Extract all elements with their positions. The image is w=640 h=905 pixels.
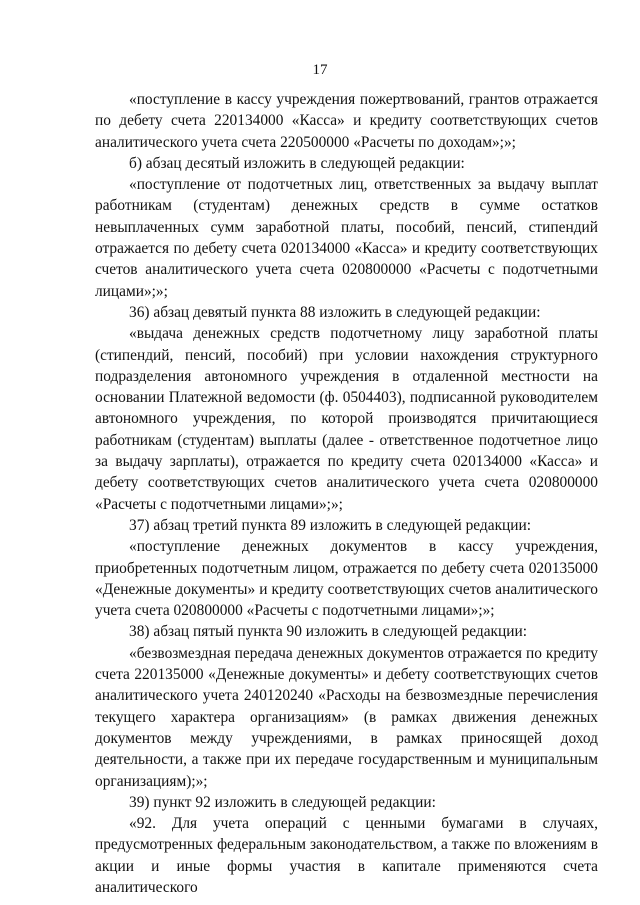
paragraph: «поступление в кассу учреждения пожертвований, грантов отражается по дебету счета 220134000 «Касса» и кредиту соответствующих счетов аналитического учета счета 220500000 «Расчеты по доходам»;»; [95,91,598,151]
paragraph: 39) пункт 92 изложить в следующей редакции: [129,793,436,811]
paragraph: «выдача денежных средств подотчетному лицу заработной платы (стипендий, пенсий, пособий) при условии нахождения структурного подразделения автономного учреждения в отдаленной местности на основании Платежной ведомости (ф. 0504403), подписанной руководителем автономного учреждения, по которой производятся причитающиеся работникам (студентам) выплаты (далее - ответственное подотчетное лицо за выдачу зарплаты), отражается по кредиту счета 020134000 «Касса» и дебету соответствующих счетов аналитического учета счета 020800000 «Расчеты с подотчетными лицами»;»; [95,325,598,513]
paragraph: 36) абзац девятый пункта 88 изложить в следующей редакции: [129,303,541,321]
paragraph: «поступление денежных документов в кассу учреждения, приобретенных подотчетным лицом, отражается по дебету счета 020135000 «Денежные документы» и кредиту соответствующих счетов аналитического учета счета 020800000 «Расчеты с подотчетными лицами»;»; [95,538,598,620]
page-number: 17 [312,62,328,78]
paragraph: «92. Для учета операций с ценными бумагами в случаях, предусмотренных федеральным законодательством, а также по вложениям в акции и иные формы участия в капитале применяются счета аналитического [95,815,598,896]
paragraph: 37) абзац третий пункта 89 изложить в следующей редакции: [129,516,532,534]
paragraph: 38) абзац пятый пункта 90 изложить в следующей редакции: [129,623,528,641]
paragraph: б) абзац десятый изложить в следующей редакции: [129,154,465,172]
paragraph: «безвозмездная передача денежных документов отражается по кредиту счета 220135000 «Денежные документы» и дебету соответствующих счетов аналитического учета 240120240 «Расходы на безвозмездные перечисления текущего характера организациям» (в рамках движения денежных документов между учреждениями, в рамках приносящей доход деятельности, а также при их передаче государственным и муниципальным организациям);»; [95,644,598,790]
paragraph: «поступление от подотчетных лиц, ответственных за выдачу выплат работникам (студентам) денежных средств в сумме остатков невыплаченных сумм заработной платы, пособий, пенсий, стипендий отражается по дебету счета 020134000 «Касса» и кредиту соответствующих счетов аналитического учета счета 020800000 «Расчеты с подотчетными лицами»;»; [95,176,598,300]
document-body [95,89,598,898]
